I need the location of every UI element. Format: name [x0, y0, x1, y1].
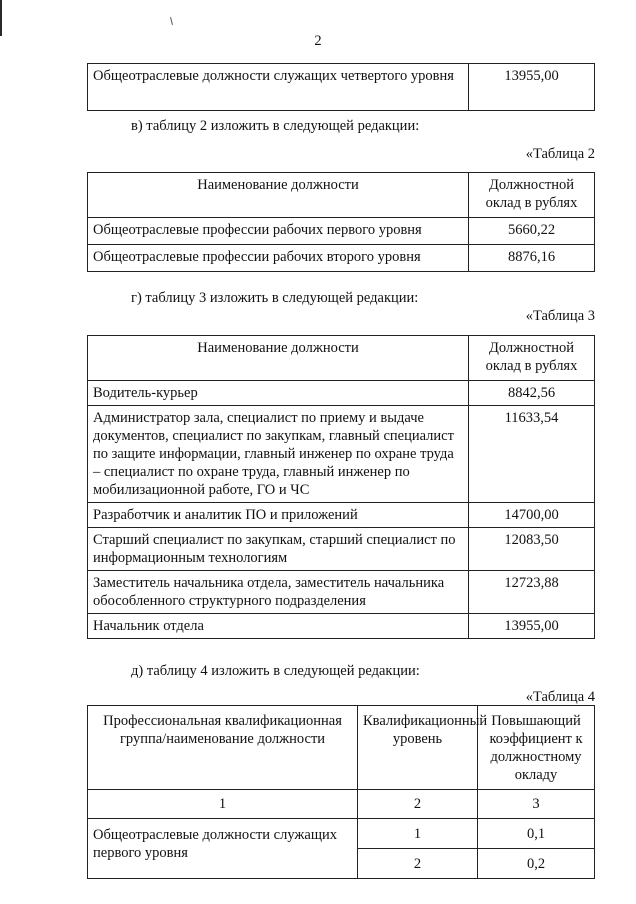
- table-header-row: [88, 173, 595, 218]
- salary-cell: 11633,54: [469, 406, 595, 503]
- scan-tick-mark: [170, 17, 173, 25]
- column-number-3: 3: [478, 790, 595, 819]
- header-coefficient: Повышающий коэффициент к должностному окладу: [478, 706, 595, 790]
- column-number-2: 2: [358, 790, 478, 819]
- table-row: [88, 406, 595, 503]
- table-2-caption: «Таблица 2: [525, 146, 595, 162]
- salary-cell: 13955,00: [469, 614, 595, 639]
- position-name-cell: Разработчик и аналитик ПО и приложений: [88, 503, 469, 528]
- numbering-row: [88, 790, 595, 819]
- position-name-cell: Водитель-курьер: [88, 381, 469, 406]
- table-row: [88, 571, 595, 614]
- position-name-cell: Старший специалист по закупкам, старший специалист по информационным технологиям: [88, 528, 469, 571]
- instruction-v: в) таблицу 2 изложить в следующей редакции:: [131, 118, 420, 134]
- level-cell: 1: [358, 819, 478, 849]
- salary-cell: 5660,22: [469, 218, 595, 245]
- table-row: [88, 503, 595, 528]
- salary-cell: 8842,56: [469, 381, 595, 406]
- coefficient-cell: 0,2: [478, 849, 595, 879]
- header-group: Профессиональная квалификационная группа/наименование должности: [88, 706, 358, 790]
- column-number-1: 1: [88, 790, 358, 819]
- position-name-cell: Начальник отдела: [88, 614, 469, 639]
- table-row: [88, 245, 595, 272]
- table-header-row: [88, 336, 595, 381]
- position-name-cell: Общеотраслевые должности служащих четвертого уровня: [88, 64, 469, 111]
- table-row: [88, 819, 595, 849]
- table-row: [88, 64, 595, 111]
- group-name-cell: Общеотраслевые должности служащих первого уровня: [88, 819, 358, 879]
- header-position-name: Наименование должности: [88, 336, 469, 381]
- salary-cell: 12083,50: [469, 528, 595, 571]
- salary-cell: 8876,16: [469, 245, 595, 272]
- table-row: [88, 218, 595, 245]
- table-row: [88, 614, 595, 639]
- header-salary: Должностной оклад в рублях: [469, 173, 595, 218]
- table-row: [88, 528, 595, 571]
- table-1-continuation: [87, 63, 595, 111]
- table-header-row: [88, 706, 595, 790]
- scan-edge-mark: [0, 0, 2, 36]
- position-name-cell: Администратор зала, специалист по приему и выдаче документов, специалист по закупкам, главный специалист по защите информации, главный инженер по охране труда – специалист по охране труда, главный инженер по мобилизационной работе, ГО и ЧС: [88, 406, 469, 503]
- coefficient-cell: 0,1: [478, 819, 595, 849]
- header-salary: Должностной оклад в рублях: [469, 336, 595, 381]
- table-3-caption: «Таблица 3: [525, 308, 595, 324]
- instruction-g: г) таблицу 3 изложить в следующей редакции:: [131, 290, 419, 306]
- position-name-cell: Общеотраслевые профессии рабочих первого уровня: [88, 218, 469, 245]
- position-name-cell: Общеотраслевые профессии рабочих второго уровня: [88, 245, 469, 272]
- table-3: [87, 335, 595, 639]
- page-number: 2: [314, 33, 322, 49]
- salary-cell: 12723,88: [469, 571, 595, 614]
- header-level: Квалификационный уровень: [358, 706, 478, 790]
- table-4-caption: «Таблица 4: [525, 689, 595, 705]
- position-name-cell: Заместитель начальника отдела, заместитель начальника обособленного структурного подразделения: [88, 571, 469, 614]
- table-4: [87, 705, 595, 879]
- table-row: [88, 381, 595, 406]
- table-2: [87, 172, 595, 272]
- instruction-d: д) таблицу 4 изложить в следующей редакции:: [131, 663, 420, 679]
- salary-cell: 13955,00: [469, 64, 595, 111]
- salary-cell: 14700,00: [469, 503, 595, 528]
- level-cell: 2: [358, 849, 478, 879]
- header-position-name: Наименование должности: [88, 173, 469, 218]
